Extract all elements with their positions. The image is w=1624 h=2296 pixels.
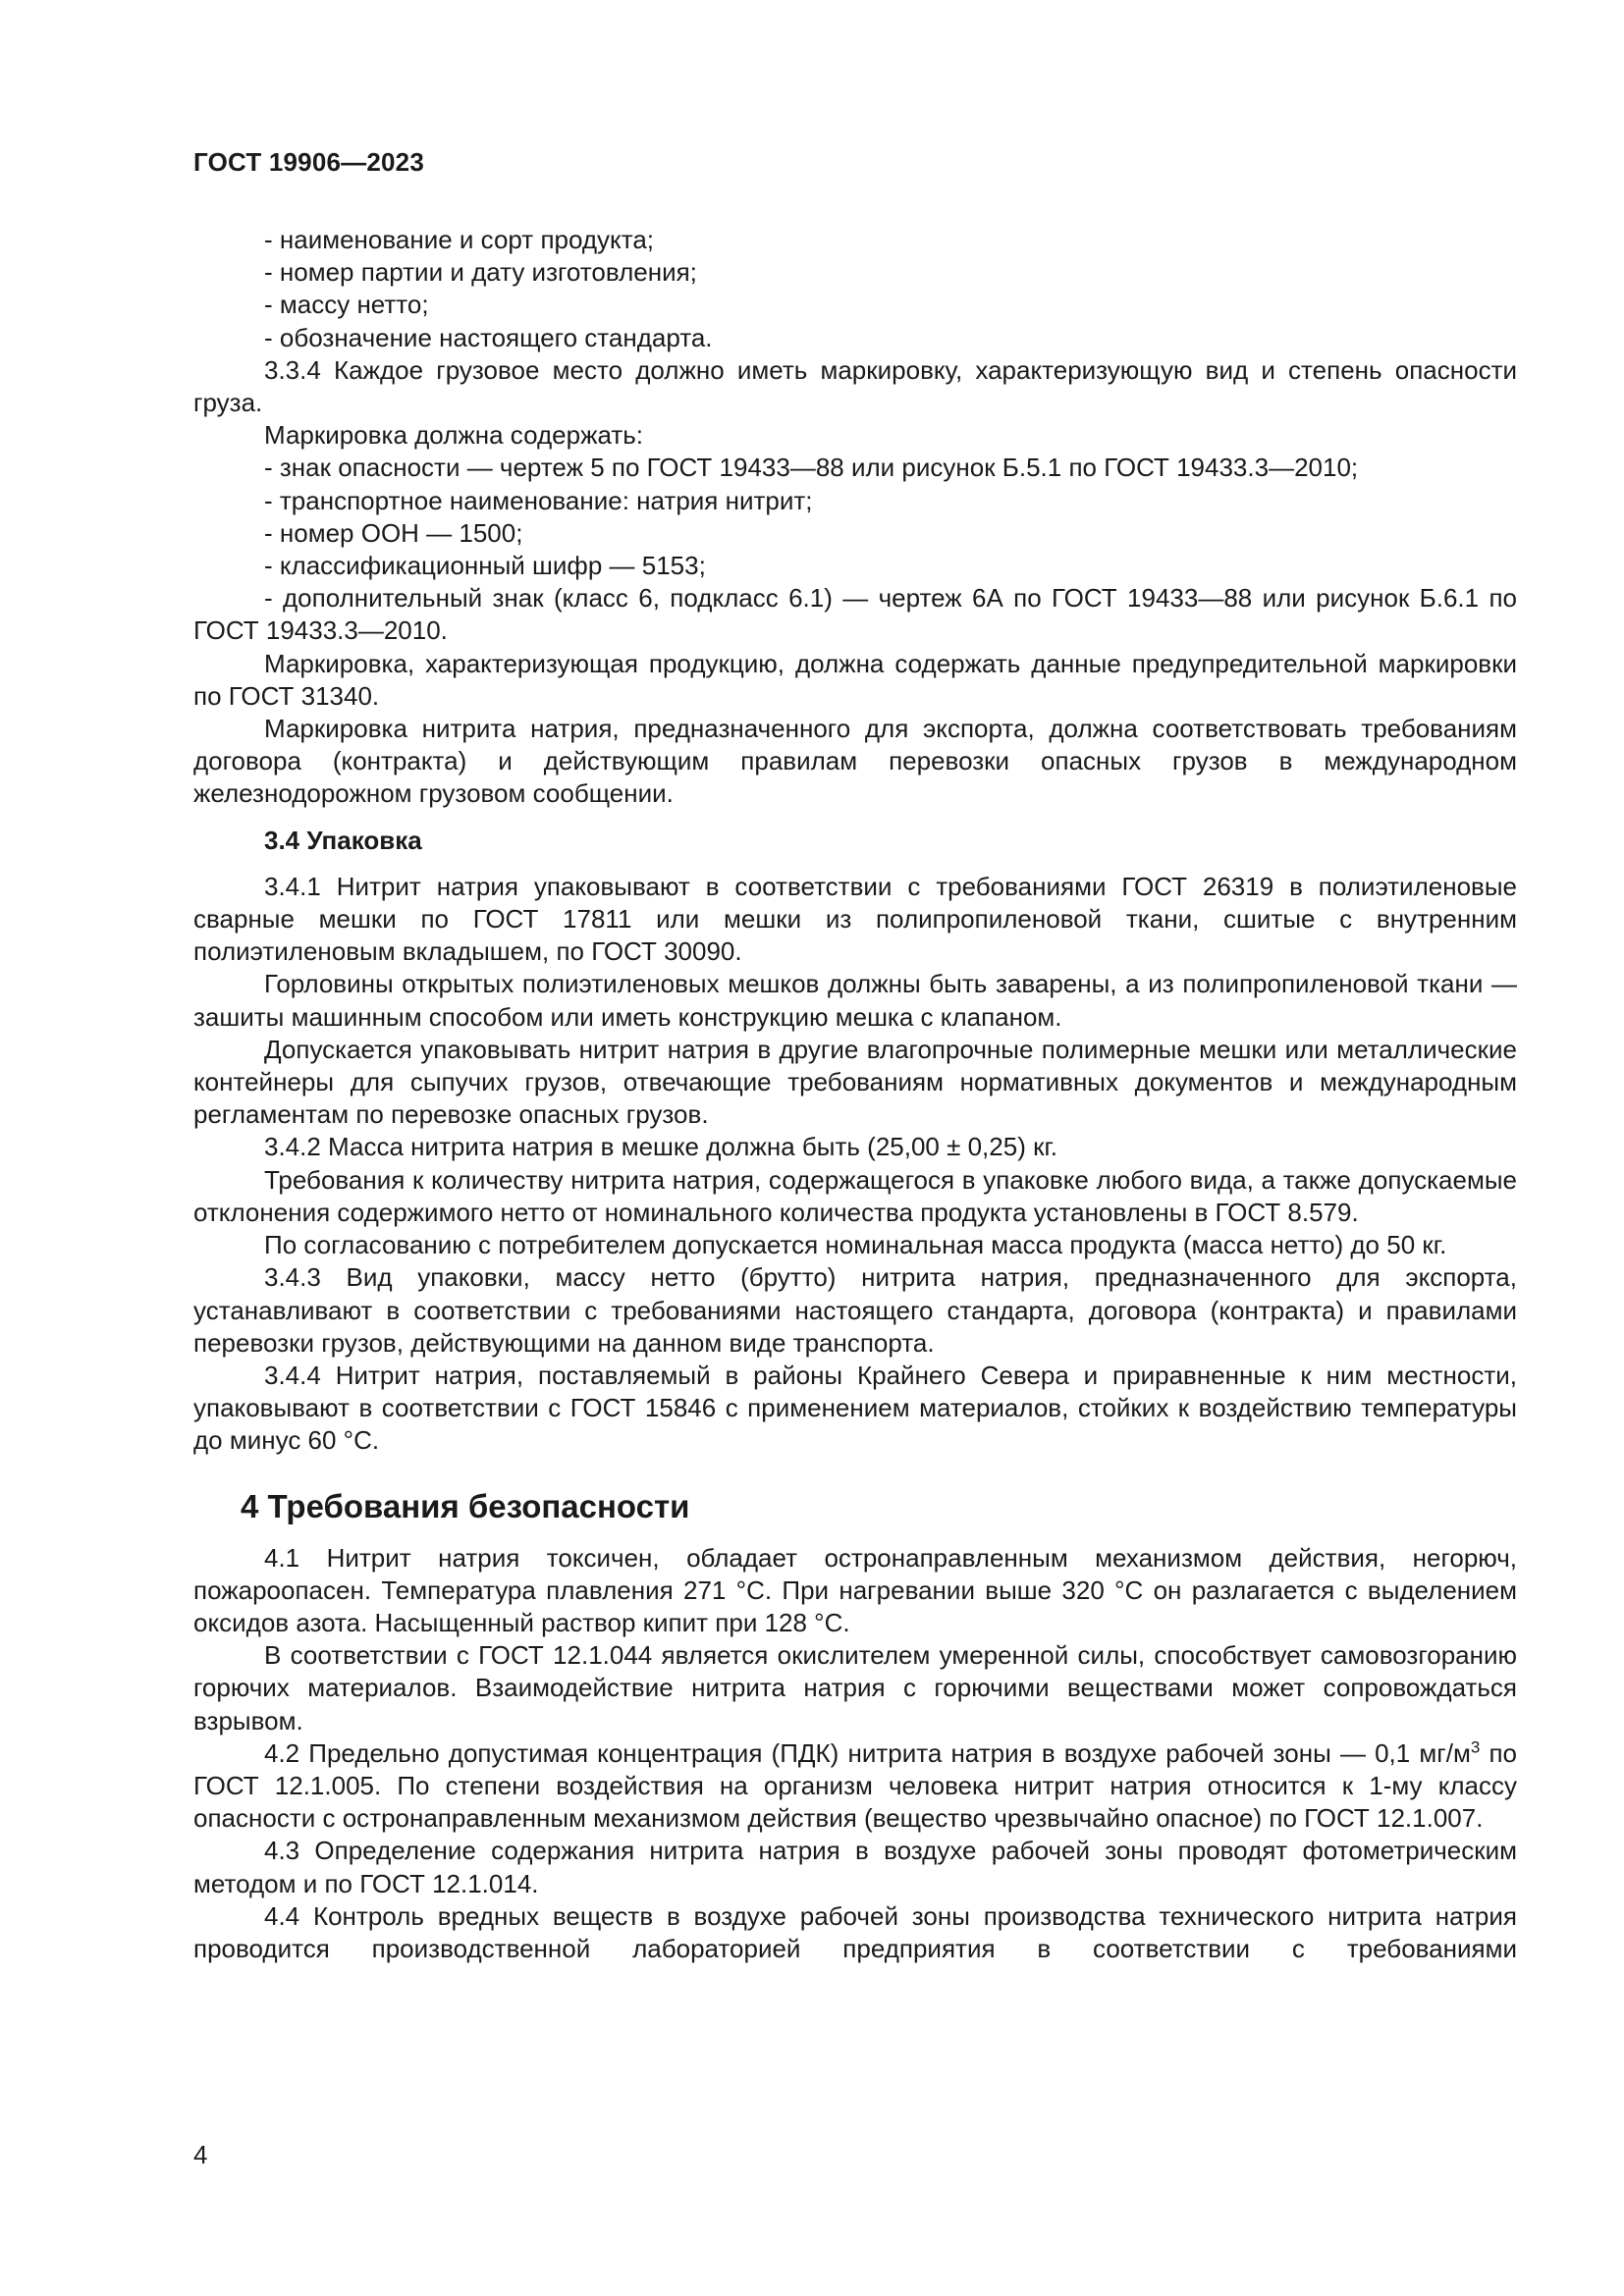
paragraph-3-3-4: 3.3.4 Каждое грузовое место должно иметь маркировку, характеризующую вид и степень опасности груза. <box>193 354 1517 418</box>
page-number: 4 <box>193 2140 208 2169</box>
marking-intro: Маркировка должна содержать: <box>264 420 644 451</box>
list-item: - номер ООН — 1500; <box>264 517 523 548</box>
document-body <box>193 224 1517 1965</box>
paragraph-3-4-4: 3.4.4 Нитрит натрия, поставляемый в районы Крайнего Севера и приравненные к ним местности, упаковывают в соответствии с ГОСТ 15846 с применением материалов, стойких к воздействию температуры до минус 60 °С. <box>193 1360 1517 1456</box>
paragraph-4-2-part-b: по ГОСТ 12.1.005. По степени воздействия на организм человека нитрит натрия относится к 1-му классу опасности с остронаправленным механизмом действия (вещество чрезвычайно опасное) по ГОСТ 12.1.007. <box>193 1737 1517 1834</box>
list-item: - наименование и сорт продукта; <box>264 225 655 254</box>
superscript-cubic: 3 <box>1470 1737 1481 1757</box>
paragraph-oxidizer: В соответствии с ГОСТ 12.1.044 является окислителем умеренной силы, способствует самовозгоранию горючих материалов. Взаимодействие нитрита натрия с горючими веществами может сопровождаться взрывом. <box>193 1640 1517 1735</box>
list-item: - классификационный шифр — 5153; <box>264 551 706 581</box>
paragraph-4-2 <box>193 1737 1517 1836</box>
list-item: - транспортное наименование: натрия нитрит; <box>264 485 813 515</box>
paragraph-marking-product: Маркировка, характеризующая продукцию, должна содержать данные предупредительной маркировки по ГОСТ 31340. <box>193 648 1517 711</box>
paragraph-allowed: Допускается упаковывать нитрит натрия в другие влагопрочные полимерные мешки или металлические контейнеры для сыпучих грузов, отвечающие требованиям нормативных документов и международным регламентам по перевозке опасных грузов. <box>193 1034 1517 1130</box>
paragraph-4-3: 4.3 Определение содержания нитрита натрия в воздухе рабочей зоны проводят фотометрическим методом и по ГОСТ 12.1.014. <box>193 1836 1517 1898</box>
paragraph-marking-export: Маркировка нитрита натрия, предназначенного для экспорта, должна соответствовать требованиям договора (контракта) и действующим правилам перевозки опасных грузов в международном железнодорожном грузовом сообщении. <box>193 714 1517 809</box>
section-heading-4: 4 Требования безопасности <box>241 1487 690 1524</box>
document-header: ГОСТ 19906—2023 <box>193 147 424 177</box>
list-item-extra-sign: - дополнительный знак (класс 6, подкласс 6.1) — чертеж 6А по ГОСТ 19433—88 или рисунок Б.6.1 по ГОСТ 19433.3—2010. <box>193 583 1517 646</box>
paragraph-4-2-part-a: 4.2 Предельно допустимая концентрация (ПДК) нитрита натрия в воздухе рабочей зоны — 0,1 мг/м <box>264 1737 1471 1768</box>
paragraph-4-4: 4.4 Контроль вредных веществ в воздухе рабочей зоны производства технического нитрита натрия проводится производственной лабораторией предприятия в соответствии с требованиями <box>193 1900 1517 1963</box>
paragraph-quantity: Требования к количеству нитрита натрия, содержащегося в упаковке любого вида, а также допускаемые отклонения содержимого нетто от номинального количества продукта установлены в ГОСТ 8.579. <box>193 1164 1517 1227</box>
paragraph-necks: Горловины открытых полиэтиленовых мешков должны быть заварены, а из полипропиленовой ткани — зашиты машинным способом или иметь конструкцию мешка с клапаном. <box>193 969 1517 1032</box>
paragraph-3-4-1: 3.4.1 Нитрит натрия упаковывают в соответствии с требованиями ГОСТ 26319 в полиэтиленовые сварные мешки по ГОСТ 17811 или мешки из полипропиленовой ткани, сшитые с внутренним полиэтиленовым вкладышем, по ГОСТ 30090. <box>193 871 1517 967</box>
paragraph-3-4-2: 3.4.2 Масса нитрита натрия в мешке должна быть (25,00 ± 0,25) кг. <box>264 1132 1057 1162</box>
paragraph-4-1: 4.1 Нитрит натрия токсичен, обладает остронаправленным механизмом действия, негорюч, пожароопасен. Температура плавления 271 °С. При нагревании выше 320 °С он разлагается с выделением оксидов азота. Насыщенный раствор кипит при 128 °С. <box>193 1542 1517 1637</box>
list-item: - обозначение настоящего стандарта. <box>264 322 713 352</box>
paragraph-3-4-3: 3.4.3 Вид упаковки, массу нетто (брутто) нитрита натрия, предназначенного для экспорта, устанавливают в соответствии с требованиями настоящего стандарта, договора (контракта) и правилами перевозки грузов, действующими на данном виде транспорта. <box>193 1262 1517 1358</box>
section-heading-3-4: 3.4 Упаковка <box>264 825 422 855</box>
paragraph-agreement: По согласованию с потребителем допускается номинальная масса продукта (масса нетто) до 50 кг. <box>264 1230 1447 1260</box>
list-item: - номер партии и дату изготовления; <box>264 257 697 288</box>
list-item: - массу нетто; <box>264 290 429 320</box>
list-item: - знак опасности — чертеж 5 по ГОСТ 19433—88 или рисунок Б.5.1 по ГОСТ 19433.3—2010; <box>264 453 1359 483</box>
